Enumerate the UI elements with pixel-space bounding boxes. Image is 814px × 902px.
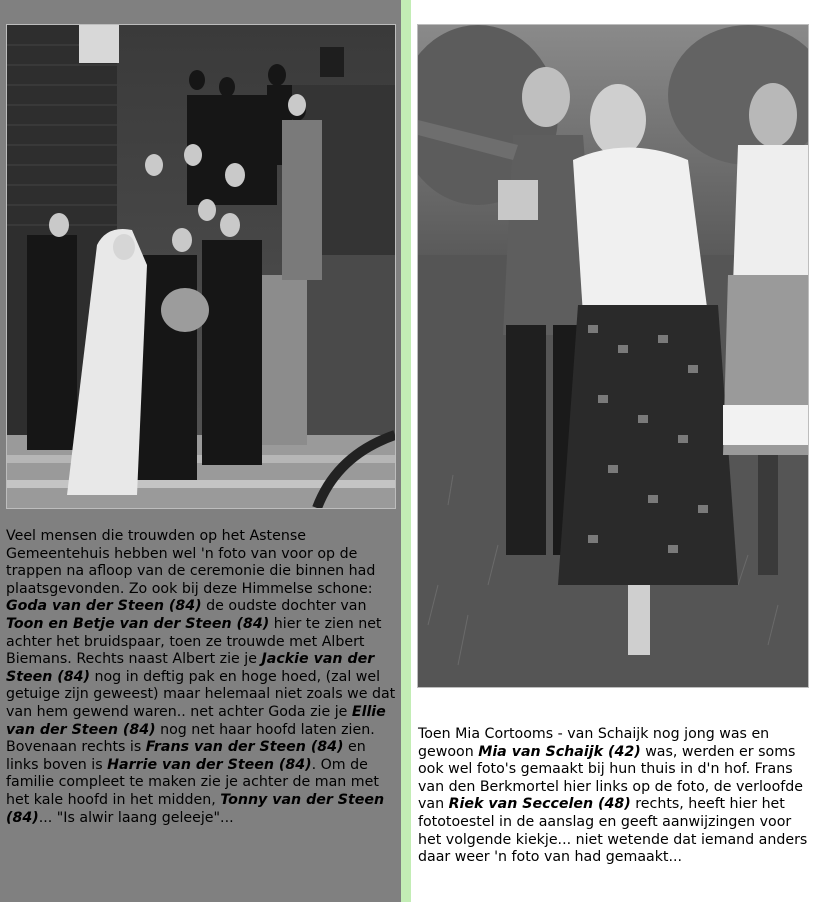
column-divider	[401, 0, 411, 902]
caption-text: hier te zien net achter het bruidspaar, toen ze trouwde met Albert Biemans. Rechts naast Albert zie je	[6, 615, 382, 668]
caption-text: Toen Mia Cortooms - van Schaijk nog jong was en gewoon	[418, 726, 770, 760]
caption-text: was, werden er soms ook wel foto's gemaakt bij hun thuis in d'n hof. Frans van den Berkmortel hier links op de foto, de verloofde van	[418, 743, 804, 813]
caption-text: nog net haar hoofd laten zien. Bovenaan rechts is	[6, 721, 375, 756]
wedding-caption	[6, 528, 398, 827]
caption-text: nog in deftig pak en hoge hoed, (zal wel getuige zijn geweest) maar helemaal niet zoals we dat van hem gewend waren.. net achter Goda zie je	[6, 668, 396, 720]
garden-caption	[418, 726, 813, 867]
person-name: Mia van Schaijk (42)	[478, 743, 641, 760]
caption-text: rechts, heeft hier het fototoestel in de aanslag en geeft aanwijzingen voor het volgende kiekje... niet wetende dat iemand anders daar weer 'n foto van had gemaakt...	[418, 796, 808, 866]
wedding-photo-image	[7, 25, 395, 508]
left-panel	[0, 0, 401, 902]
person-name: Goda van der Steen (84)	[6, 598, 202, 615]
person-name: Tonny van der Steen (84)	[6, 791, 385, 826]
person-name: Jackie van der Steen (84)	[6, 651, 375, 685]
garden-photo	[417, 24, 809, 688]
wedding-photo	[6, 24, 396, 509]
person-name: Ellie van der Steen (84)	[6, 703, 386, 738]
person-name: Frans van der Steen (84)	[145, 739, 344, 756]
caption-text: ... "Is alwir laang geleeje"...	[38, 809, 234, 826]
caption-text: de oudste dochter van	[201, 598, 367, 615]
caption-text: en links boven is	[6, 739, 366, 773]
garden-photo-image	[418, 25, 808, 687]
caption-text: Veel mensen die trouwden op het Astense Gemeentehuis hebben wel 'n foto van voor op de trappen na afloop van de ceremonie die binnen had plaatsgevonden. Zo ook bij deze Himmelse schone:	[6, 528, 376, 597]
caption-text: . Om de familie compleet te maken zie je achter de man met het kale hoofd in het midden,	[6, 756, 379, 808]
person-name: Riek van Seccelen (48)	[448, 796, 631, 813]
person-name: Harrie van der Steen (84)	[107, 756, 312, 773]
right-panel	[411, 0, 814, 902]
person-name: Toon en Betje van der Steen (84)	[6, 615, 270, 632]
